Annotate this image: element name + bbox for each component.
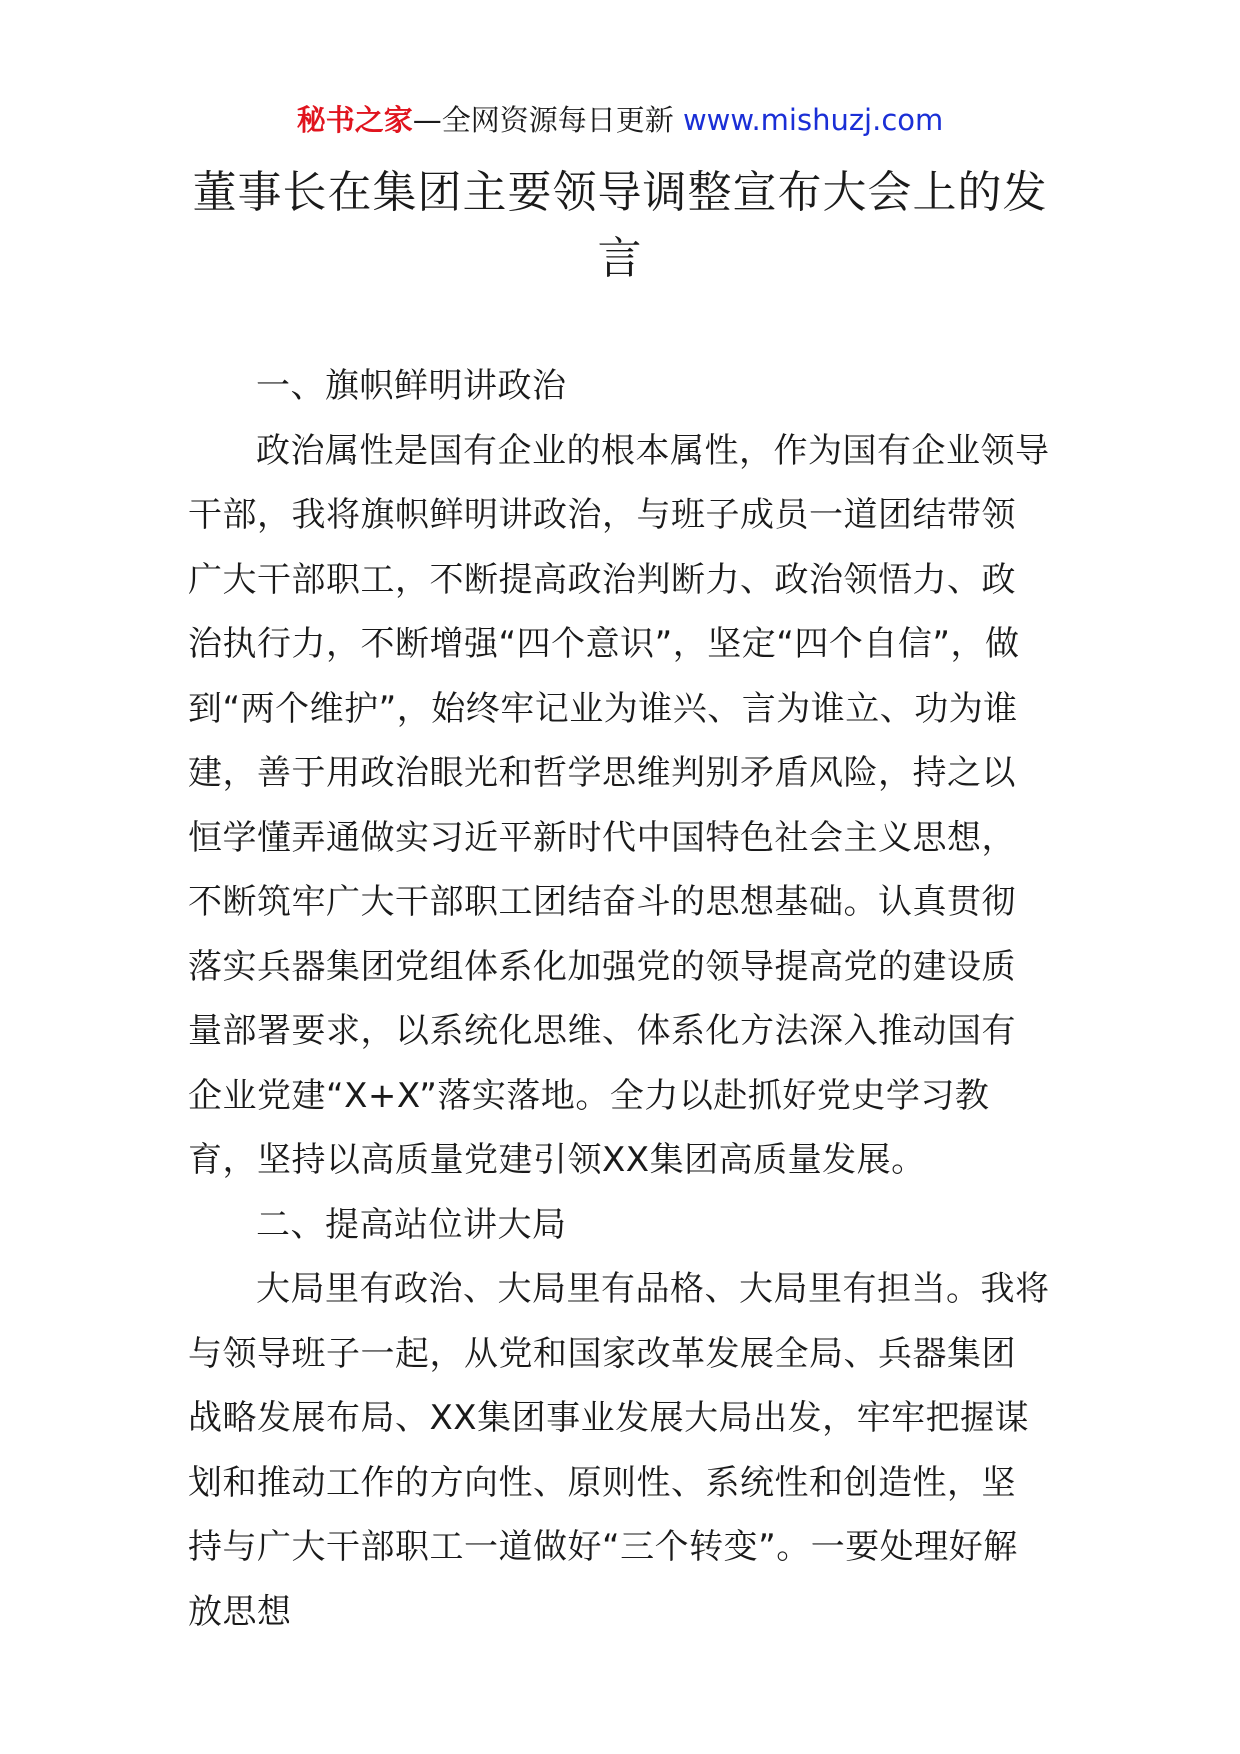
brand-name: 秘书之家 [296, 103, 413, 137]
section-heading-1: 一、旗帜鲜明讲政治 [256, 366, 567, 406]
site-url-link[interactable]: www.mishuzj.com [682, 103, 944, 137]
section-paragraph-2: 大局里有政治、大局里有品格、大局里有担当。我将与领导班子一起，从党和国家改革发展全局、兵器集团战略发展布局、XX集团事业发展大局出发，牢牢把握谋划和推动工作的方向性、原则性、系统性和创造性，坚持与广大干部职工一道做好“三个转变”。一要处理好解放思想 [188, 1269, 1050, 1632]
site-header [0, 100, 1240, 140]
section-heading-2: 二、提高站位讲大局 [256, 1204, 567, 1245]
document-title: 董事长在集团主要领导调整宣布大会上的发言 [192, 167, 1048, 284]
section-paragraph-1: 政治属性是国有企业的根本属性，作为国有企业领导干部，我将旗帜鲜明讲政治，与班子成员一道团结带领广大干部职工，不断提高政治判断力、政治领悟力、政治执行力，不断增强“四个意识”，坚定“四个自信”，做到“两个维护”，始终牢记业为谁兴、言为谁立、功为谁建，善于用政治眼光和哲学思维判别矛盾风险，持之以恒学懂弄通做实习近平新时代中国特色社会主义思想，不断筑牢广大干部职工团结奋斗的思想基础。认真贯彻落实兵器集团党组体系化加强党的领导提高党的建设质量部署要求，以系统化思维、体系化方法深入推动国有企业党建“X+X”落实落地。全力以赴抓好党史学习教育，坚持以高质量党建引领XX集团高质量发展。 [188, 430, 1050, 1180]
header-tagline: —全网资源每日更新 [412, 103, 683, 137]
document-body [188, 354, 1050, 1644]
